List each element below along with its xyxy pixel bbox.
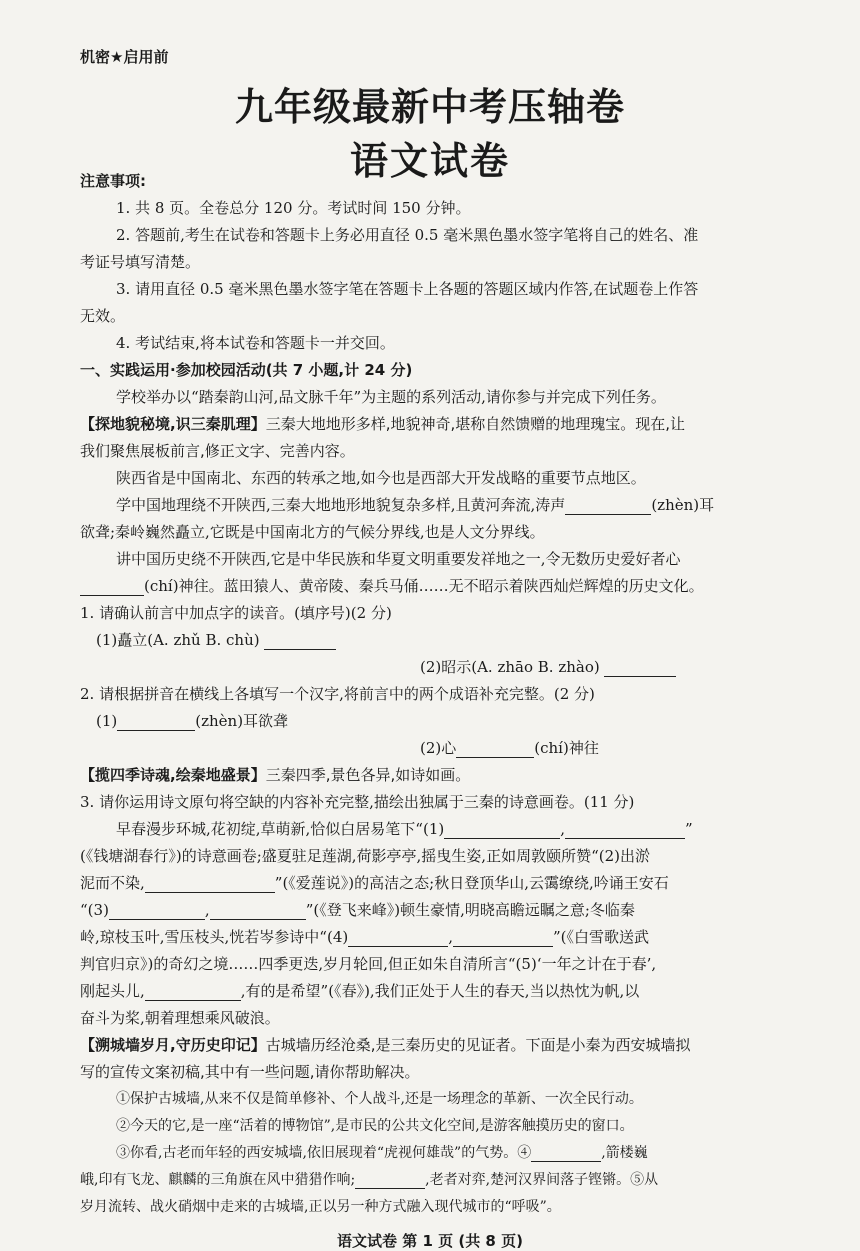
draft-sentence-5: 岁月流转、战火硝烟中走来的古城墙,正以另一种方式融入现代城市的“呼吸”。 [80,1199,561,1215]
question-1: 1. 请确认前言中加点字的读音。(填序号)(2 分) [80,604,392,622]
q1-option-2-text: (2)昭示(A. zhāo B. zhào) [420,658,600,676]
answer-blank[interactable] [456,741,534,758]
preface-p1: 陕西省是中国南北、东西的转承之地,如今也是西部大开发战略的重要节点地区。 [116,469,646,487]
draft-sentence-4-a: 峨,印有飞龙、麒麟的三角旗在风中猎猎作响; [80,1172,356,1188]
task3-text: 古城墙历经沧桑,是三秦历史的见证者。下面是小秦为西安城墙拟 [265,1036,691,1054]
poem-line-6: 判官归京》)的奇幻之境……四季更迭,岁月轮回,但正如朱自清所言“(5)‘一年之计在于春’, [80,955,657,973]
answer-blank[interactable] [145,984,241,1001]
exam-title: 九年级最新中考压轴卷 [234,84,625,129]
poem-line-5-a: 岭,琼枝玉叶,雪压枝头,恍若岑参诗中“(4) [80,928,349,946]
note-2-line1: 2. 答题前,考生在试卷和答题卡上务必用直径 0.5 毫米黑色墨水签字笔将自己的姓名、准 [116,226,699,244]
poem-line-3-a: 泥而不染, [80,874,145,892]
task3-title: 【溯城墙岁月,守历史印记】 [80,1036,266,1054]
poem-line-1: 早春漫步环城,花初绽,草萌新,恰似白居易笔下“(1) , ” [116,820,693,838]
poem-line-7 [80,980,639,1001]
question-2: 2. 请根据拼音在横线上各填写一个汉字,将前言中的两个成语补充完整。(2 分) [80,685,595,703]
q2-item-2-num: (2)心 [420,739,457,757]
preface-p3-line1: 讲中国历史绕不开陕西,它是中华民族和华夏文明重要发祥地之一,令无数历史爱好者心 [116,550,681,568]
poem-line-5: 岭,琼枝玉叶,雪压枝头,恍若岑参诗中“(4) , ”(《白雪歌送武 [80,928,650,946]
task1-text: 三秦大地地形多样,地貌神奇,堪称自然馈赠的地理瑰宝。现在,让 [265,415,686,433]
preface-p3-text: (chí)神往。蓝田猿人、黄帝陵、秦兵马俑……无不昭示着陕西灿烂辉煌的历史文化。 [144,577,704,595]
notes-heading: 注意事项: [80,172,146,190]
task2-text: 三秦四季,景色各异,如诗如画。 [265,766,471,784]
note-1: 1. 共 8 页。全卷总分 120 分。考试时间 150 分钟。 [116,199,471,217]
confidential-label: 机密★启用前 [80,48,169,66]
answer-blank[interactable] [80,579,144,596]
answer-blank[interactable] [348,930,448,947]
page-footer: 语文试卷 第 1 页 (共 8 页) [337,1232,523,1250]
task1-title: 【探地貌秘境,识三秦肌理】 [80,415,266,433]
poem-line-7-b: ,有的是希望”(《春》),我们正处于人生的春天,当以热忱为帆,以 [240,982,640,1000]
q1-option-1 [96,629,336,650]
task1-line1 [80,413,685,434]
draft-sentence-1: ①保护古城墙,从来不仅是简单修补、个人战斗,还是一场理念的革新、一次全民行动。 [116,1091,643,1107]
part1-intro: 学校举办以“踏秦韵山河,品文脉千年”为主题的系列活动,请你参与并完成下列任务。 [116,388,666,406]
draft-sentence-3-a: ③你看,古老而年轻的西安城墙,依旧展现着“虎视何雄哉”的气势。④ [116,1145,532,1161]
draft-sentence-3-b: ,箭楼巍 [601,1145,648,1161]
poem-line-7-a: 刚起头儿, [80,982,145,1000]
poem-line-5-b: ”(《白雪歌送武 [553,928,650,946]
answer-blank[interactable] [109,903,205,920]
note-2-line2: 考证号填写清楚。 [80,253,201,271]
task1-line2: 我们聚焦展板前言,修正文字、完善内容。 [80,442,355,460]
task2-title: 【揽四季诗魂,绘秦地盛景】 [80,766,266,784]
q2-item-1-text: (zhèn)耳欲聋 [195,712,289,730]
poem-line-2: (《钱塘湖春行》)的诗意画卷;盛夏驻足莲湖,荷影亭亭,摇曳生姿,正如周敦颐所赞“(2)出淤 [80,847,650,865]
q1-option-2 [420,656,676,677]
note-3-line2: 无效。 [80,307,126,325]
answer-blank[interactable] [531,1145,601,1162]
preface-p2-line1 [116,494,714,515]
part1-heading: 一、实践运用·参加校园活动(共 7 小题,计 24 分) [80,361,413,379]
answer-blank[interactable] [565,822,685,839]
exam-subtitle: 语文试卷 [349,138,510,183]
answer-blank[interactable] [117,714,195,731]
answer-blank[interactable] [145,876,275,893]
answer-blank[interactable] [210,903,306,920]
preface-p3-line2 [80,575,704,596]
poem-line-8: 奋斗为桨,朝着理想乘风破浪。 [80,1009,280,1027]
task3-line2: 写的宣传文案初稿,其中有一些问题,请你帮助解决。 [80,1063,420,1081]
q2-item-1-num: (1) [96,712,118,730]
answer-blank[interactable] [453,930,553,947]
poem-line-4-a: “(3) [80,901,109,919]
draft-sentence-2: ②今天的它,是一座“活着的博物馆”,是市民的公共文化空间,是游客触摸历史的窗口。 [116,1118,634,1134]
poem-line-3-b: ”(《爱莲说》)的高洁之态;秋日登顶华山,云霭缭绕,吟诵王安石 [274,874,669,892]
answer-blank[interactable] [604,660,676,677]
draft-sentence-4-b: ,老者对弈,楚河汉界间落子铿锵。⑤从 [425,1172,659,1188]
task2-line [80,764,470,785]
note-3-line1: 3. 请用直径 0.5 毫米黑色墨水签字笔在答题卡上各题的答题区域内作答,在试题卷上作答 [116,280,699,298]
answer-blank[interactable] [264,633,336,650]
pinyin-hint: (zhèn)耳 [651,496,715,514]
preface-p2-text: 学中国地理绕不开陕西,三秦大地地形地貌复杂多样,且黄河奔流,涛声 [116,496,566,514]
draft-sentence-3 [116,1142,648,1162]
answer-blank[interactable] [355,1172,425,1189]
q2-item-2 [420,737,599,758]
poem-line-4-b: ”(《登飞来峰》)顿生豪情,明晓高瞻远瞩之意;冬临秦 [305,901,635,919]
answer-blank[interactable] [565,498,651,515]
answer-blank[interactable] [444,822,560,839]
q2-item-2-text: (chí)神往 [534,739,599,757]
q2-item-1 [96,710,288,731]
poem-line-1-text: 早春漫步环城,花初绽,草萌新,恰似白居易笔下“(1) [116,820,445,838]
draft-sentence-4 [80,1169,658,1189]
q1-option-1-text: (1)矗立(A. zhǔ B. chù) [96,631,260,649]
task3-line1 [80,1034,690,1055]
question-3: 3. 请你运用诗文原句将空缺的内容补充完整,描绘出独属于三秦的诗意画卷。(11 分) [80,793,635,811]
preface-p2-line2: 欲聋;秦岭巍然矗立,它既是中国南北方的气候分界线,也是人文分界线。 [80,523,545,541]
poem-line-4: “(3) , ”(《登飞来峰》)顿生豪情,明晓高瞻远瞩之意;冬临秦 [80,901,635,919]
poem-line-3 [80,872,669,893]
note-4: 4. 考试结束,将本试卷和答题卡一并交回。 [116,334,395,352]
